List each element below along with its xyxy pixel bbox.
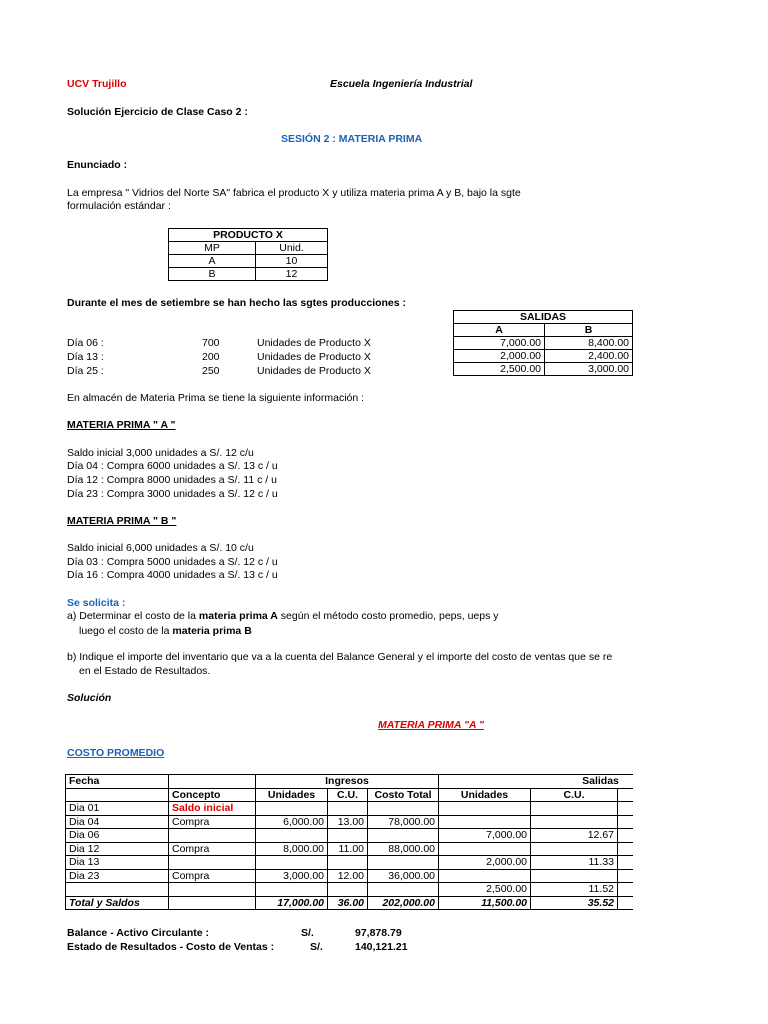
salidas-cell: 3,000.00	[545, 363, 633, 376]
cell-empty	[618, 856, 634, 870]
total-ing-unidades: 17,000.00	[256, 896, 328, 910]
cell-ing-cu: 11.00	[328, 842, 368, 856]
cell-ing-cu	[328, 802, 368, 816]
total-sal-cu: 35.52	[531, 896, 618, 910]
header-empty	[169, 775, 256, 789]
solicita-b-line-2: en el Estado de Resultados.	[79, 665, 211, 677]
salidas-cell: 2,500.00	[454, 363, 545, 376]
total-ing-cu: 36.00	[328, 896, 368, 910]
salidas-cell: 2,000.00	[454, 350, 545, 363]
cell-empty	[618, 896, 634, 910]
mp-b-line: Saldo inicial 6,000 unidades a S/. 10 c/u	[67, 542, 254, 554]
cell-concepto	[169, 829, 256, 843]
cell-fecha: Dia 12	[66, 842, 169, 856]
producto-table-title: PRODUCTO X	[169, 229, 328, 242]
cell-ing-unidades	[256, 856, 328, 870]
cell-empty	[618, 842, 634, 856]
header-empty	[66, 788, 169, 802]
cell-ing-unidades	[256, 829, 328, 843]
salidas-header-a: A	[454, 324, 545, 337]
cell-fecha: Dia 23	[66, 869, 169, 883]
solicita-b-line-1: b) Indique el importe del inventario que va a la cuenta del Balance General y el importe del costo de ventas que se re	[67, 651, 613, 663]
cell-fecha: Dia 13	[66, 856, 169, 870]
cell-ing-unidades	[256, 802, 328, 816]
enunciado-label: Enunciado :	[67, 159, 128, 171]
salidas-table	[453, 310, 633, 376]
cell-ing-cu: 12.00	[328, 869, 368, 883]
enunciado-line-2: formulación estándar :	[67, 200, 171, 212]
solucion-label: Solución	[67, 692, 112, 704]
cell-ing-unidades	[256, 883, 328, 897]
mp-a-line: Día 23 : Compra 3000 unidades a S/. 12 c / u	[67, 488, 278, 500]
cell-ing-costo-total	[368, 829, 439, 843]
solution-title: Solución Ejercicio de Clase Caso 2 :	[67, 106, 248, 118]
header-ingresos: Ingresos	[256, 775, 439, 789]
cell-ing-costo-total	[368, 802, 439, 816]
header-empty	[618, 788, 634, 802]
cell-sal-unidades: 2,500.00	[439, 883, 531, 897]
table-row	[66, 856, 634, 870]
estado-currency: S/.	[310, 941, 323, 953]
balance-currency: S/.	[301, 927, 314, 939]
producto-table	[168, 228, 328, 281]
cell-fecha: Dia 01	[66, 802, 169, 816]
mp-a-line: Día 04 : Compra 6000 unidades a S/. 13 c / u	[67, 460, 278, 472]
cell-sal-cu	[531, 869, 618, 883]
salidas-cell: 2,400.00	[545, 350, 633, 363]
solicita-a-post: según el método costo promedio, peps, ueps y	[277, 610, 499, 622]
solicita-a-line	[67, 610, 499, 623]
table-row	[66, 815, 634, 829]
salidas-cell: 7,000.00	[454, 337, 545, 350]
producto-cell: B	[169, 268, 256, 281]
cell-ing-costo-total	[368, 883, 439, 897]
total-ing-costo-total: 202,000.00	[368, 896, 439, 910]
costo-promedio-title: COSTO PROMEDIO	[67, 747, 165, 759]
salidas-cell: 8,400.00	[545, 337, 633, 350]
cell-empty	[618, 883, 634, 897]
cell-empty	[618, 869, 634, 883]
cell-ing-costo-total: 78,000.00	[368, 815, 439, 829]
producciones-title: Durante el mes de setiembre se han hecho las sgtes producciones :	[67, 297, 407, 309]
producto-cell: 10	[256, 255, 328, 268]
header-ing-cu: C.U.	[328, 788, 368, 802]
cell-ing-costo-total: 88,000.00	[368, 842, 439, 856]
cell-sal-unidades	[439, 842, 531, 856]
cell-empty	[618, 829, 634, 843]
mp-b-line: Día 03 : Compra 5000 unidades a S/. 12 c / u	[67, 556, 278, 568]
cell-sal-unidades: 2,000.00	[439, 856, 531, 870]
cell-ing-unidades: 8,000.00	[256, 842, 328, 856]
produccion-qty: 200	[202, 351, 220, 363]
header-ing-unidades: Unidades	[256, 788, 328, 802]
cell-concepto: Compra	[169, 815, 256, 829]
mp-b-title: MATERIA PRIMA " B "	[67, 515, 177, 527]
balance-label: Balance - Activo Circulante :	[67, 927, 209, 939]
cell-ing-cu	[328, 829, 368, 843]
cell-concepto	[169, 856, 256, 870]
cell-ing-cu	[328, 856, 368, 870]
cell-fecha	[66, 883, 169, 897]
cell-concepto	[169, 883, 256, 897]
header-concepto: Concepto	[169, 788, 256, 802]
solicita-label: Se solicita :	[67, 597, 126, 609]
salidas-header-b: B	[545, 324, 633, 337]
producto-header-unid: Unid.	[256, 242, 328, 255]
cell-concepto: Saldo inicial	[169, 802, 256, 816]
table-row	[66, 842, 634, 856]
balance-value: 97,878.79	[355, 927, 402, 939]
cell-concepto: Compra	[169, 842, 256, 856]
header-left: UCV Trujillo	[67, 78, 127, 90]
produccion-desc: Unidades de Producto X	[257, 365, 371, 377]
header-ing-costo-total: Costo Total	[368, 788, 439, 802]
almacen-text: En almacén de Materia Prima se tiene la siguiente información :	[67, 392, 365, 404]
cell-sal-cu: 11.52	[531, 883, 618, 897]
header-sal-cu: C.U.	[531, 788, 618, 802]
header-center: Escuela Ingeniería Industrial	[330, 78, 473, 90]
session-title: SESIÓN 2 : MATERIA PRIMA	[281, 133, 423, 145]
solucion-mp-title: MATERIA PRIMA "A "	[378, 719, 485, 731]
solicita-a2-pre: luego el costo de la	[79, 625, 173, 637]
mp-a-line: Día 12 : Compra 8000 unidades a S/. 11 c / u	[67, 474, 277, 486]
table-row	[66, 869, 634, 883]
table-row	[66, 802, 634, 816]
cell-sal-cu	[531, 802, 618, 816]
cell-sal-unidades	[439, 802, 531, 816]
cell-ing-costo-total	[368, 856, 439, 870]
cell-sal-unidades: 7,000.00	[439, 829, 531, 843]
producto-header-mp: MP	[169, 242, 256, 255]
salidas-table-title: SALIDAS	[454, 311, 633, 324]
estado-label: Estado de Resultados - Costo de Ventas :	[67, 941, 275, 953]
cell-ing-unidades: 6,000.00	[256, 815, 328, 829]
table-row	[66, 829, 634, 843]
cell-sal-cu: 12.67	[531, 829, 618, 843]
cell-sal-unidades	[439, 815, 531, 829]
producto-cell: A	[169, 255, 256, 268]
cell-fecha: Dia 04	[66, 815, 169, 829]
cell-ing-cu: 13.00	[328, 815, 368, 829]
produccion-dia: Día 25 :	[67, 365, 104, 377]
cell-ing-costo-total: 36,000.00	[368, 869, 439, 883]
total-label: Total y Saldos	[66, 896, 169, 910]
cell-ing-unidades: 3,000.00	[256, 869, 328, 883]
table-row	[66, 883, 634, 897]
cell-sal-cu	[531, 842, 618, 856]
cell-empty	[618, 802, 634, 816]
total-concepto	[169, 896, 256, 910]
solicita-a-pre: a) Determinar el costo de la	[67, 610, 199, 622]
produccion-qty: 250	[202, 365, 220, 377]
total-row	[66, 896, 634, 910]
cell-sal-unidades	[439, 869, 531, 883]
produccion-dia: Día 13 :	[67, 351, 104, 363]
produccion-dia: Día 06 :	[67, 337, 104, 349]
cell-fecha: Dia 06	[66, 829, 169, 843]
enunciado-line-1: La empresa " Vidrios del Norte SA" fabrica el producto X y utiliza materia prima A y B, bajo la sgte	[67, 187, 521, 199]
solicita-a-bold: materia prima A	[198, 610, 278, 622]
costo-promedio-table	[65, 774, 633, 910]
solicita-a2-line	[79, 625, 252, 638]
solicita-a2-bold: materia prima B	[172, 625, 252, 637]
cell-sal-cu: 11.33	[531, 856, 618, 870]
header-sal-unidades: Unidades	[439, 788, 531, 802]
cell-concepto: Compra	[169, 869, 256, 883]
produccion-desc: Unidades de Producto X	[257, 337, 371, 349]
header-salidas: Salidas	[439, 775, 634, 789]
estado-value: 140,121.21	[355, 941, 408, 953]
mp-a-line: Saldo inicial 3,000 unidades a S/. 12 c/u	[67, 447, 254, 459]
produccion-qty: 700	[202, 337, 220, 349]
cell-sal-cu	[531, 815, 618, 829]
header-fecha: Fecha	[66, 775, 169, 789]
cell-ing-cu	[328, 883, 368, 897]
mp-a-title: MATERIA PRIMA " A "	[67, 419, 176, 431]
total-sal-unidades: 11,500.00	[439, 896, 531, 910]
mp-b-line: Día 16 : Compra 4000 unidades a S/. 13 c / u	[67, 569, 278, 581]
produccion-desc: Unidades de Producto X	[257, 351, 371, 363]
cell-empty	[618, 815, 634, 829]
producto-cell: 12	[256, 268, 328, 281]
main-table-wrap	[65, 774, 633, 914]
